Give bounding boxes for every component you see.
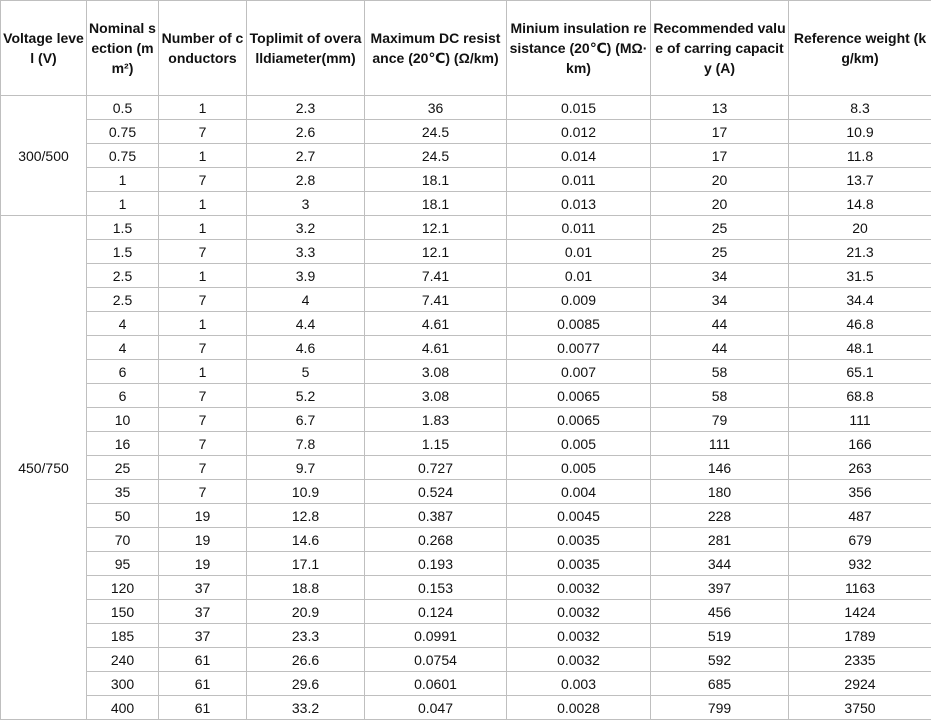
dc-resistance-cell: 4.61 bbox=[365, 312, 507, 336]
voltage-level-cell: 300/500 bbox=[1, 96, 87, 216]
conductors-cell: 37 bbox=[159, 600, 247, 624]
nominal-section-cell: 70 bbox=[87, 528, 159, 552]
nominal-section-cell: 1 bbox=[87, 192, 159, 216]
header-carrying-capacity: Recommended value of carring capacity (A) bbox=[651, 1, 789, 96]
dc-resistance-cell: 0.387 bbox=[365, 504, 507, 528]
nominal-section-cell: 185 bbox=[87, 624, 159, 648]
weight-cell: 10.9 bbox=[789, 120, 931, 144]
insulation-resistance-cell: 0.011 bbox=[507, 216, 651, 240]
diameter-cell: 2.7 bbox=[247, 144, 365, 168]
header-overall-diameter: Toplimit of overalldiameter(mm) bbox=[247, 1, 365, 96]
weight-cell: 1424 bbox=[789, 600, 931, 624]
table-row bbox=[1, 264, 931, 288]
conductors-cell: 7 bbox=[159, 480, 247, 504]
weight-cell: 68.8 bbox=[789, 384, 931, 408]
insulation-resistance-cell: 0.014 bbox=[507, 144, 651, 168]
conductors-cell: 61 bbox=[159, 648, 247, 672]
capacity-cell: 228 bbox=[651, 504, 789, 528]
conductors-cell: 7 bbox=[159, 288, 247, 312]
weight-cell: 679 bbox=[789, 528, 931, 552]
insulation-resistance-cell: 0.003 bbox=[507, 672, 651, 696]
diameter-cell: 33.2 bbox=[247, 696, 365, 720]
conductors-cell: 7 bbox=[159, 408, 247, 432]
table-row bbox=[1, 696, 931, 720]
nominal-section-cell: 4 bbox=[87, 336, 159, 360]
diameter-cell: 14.6 bbox=[247, 528, 365, 552]
diameter-cell: 9.7 bbox=[247, 456, 365, 480]
table-row bbox=[1, 552, 931, 576]
table-row bbox=[1, 384, 931, 408]
nominal-section-cell: 1.5 bbox=[87, 216, 159, 240]
insulation-resistance-cell: 0.007 bbox=[507, 360, 651, 384]
capacity-cell: 17 bbox=[651, 144, 789, 168]
capacity-cell: 44 bbox=[651, 312, 789, 336]
dc-resistance-cell: 0.153 bbox=[365, 576, 507, 600]
voltage-level-cell: 450/750 bbox=[1, 216, 87, 720]
diameter-cell: 2.3 bbox=[247, 96, 365, 120]
nominal-section-cell: 0.75 bbox=[87, 120, 159, 144]
insulation-resistance-cell: 0.009 bbox=[507, 288, 651, 312]
nominal-section-cell: 150 bbox=[87, 600, 159, 624]
insulation-resistance-cell: 0.012 bbox=[507, 120, 651, 144]
capacity-cell: 685 bbox=[651, 672, 789, 696]
insulation-resistance-cell: 0.013 bbox=[507, 192, 651, 216]
nominal-section-cell: 35 bbox=[87, 480, 159, 504]
table-row bbox=[1, 336, 931, 360]
table-row bbox=[1, 192, 931, 216]
diameter-cell: 4.6 bbox=[247, 336, 365, 360]
diameter-cell: 23.3 bbox=[247, 624, 365, 648]
insulation-resistance-cell: 0.0065 bbox=[507, 384, 651, 408]
table-row bbox=[1, 360, 931, 384]
dc-resistance-cell: 0.0601 bbox=[365, 672, 507, 696]
conductors-cell: 7 bbox=[159, 456, 247, 480]
nominal-section-cell: 50 bbox=[87, 504, 159, 528]
table-row bbox=[1, 96, 931, 120]
nominal-section-cell: 240 bbox=[87, 648, 159, 672]
capacity-cell: 79 bbox=[651, 408, 789, 432]
nominal-section-cell: 6 bbox=[87, 384, 159, 408]
weight-cell: 932 bbox=[789, 552, 931, 576]
weight-cell: 48.1 bbox=[789, 336, 931, 360]
weight-cell: 14.8 bbox=[789, 192, 931, 216]
dc-resistance-cell: 0.0754 bbox=[365, 648, 507, 672]
capacity-cell: 17 bbox=[651, 120, 789, 144]
table-row bbox=[1, 288, 931, 312]
conductors-cell: 7 bbox=[159, 120, 247, 144]
diameter-cell: 12.8 bbox=[247, 504, 365, 528]
nominal-section-cell: 2.5 bbox=[87, 288, 159, 312]
diameter-cell: 3.3 bbox=[247, 240, 365, 264]
conductors-cell: 1 bbox=[159, 144, 247, 168]
weight-cell: 13.7 bbox=[789, 168, 931, 192]
table-body bbox=[1, 96, 931, 720]
conductors-cell: 1 bbox=[159, 312, 247, 336]
weight-cell: 487 bbox=[789, 504, 931, 528]
table-row bbox=[1, 216, 931, 240]
header-number-of-conductors: Number of conductors bbox=[159, 1, 247, 96]
dc-resistance-cell: 1.15 bbox=[365, 432, 507, 456]
dc-resistance-cell: 0.727 bbox=[365, 456, 507, 480]
insulation-resistance-cell: 0.01 bbox=[507, 264, 651, 288]
header-max-dc-resistance: Maximum DC resistance (20℃) (Ω/km) bbox=[365, 1, 507, 96]
dc-resistance-cell: 12.1 bbox=[365, 216, 507, 240]
nominal-section-cell: 95 bbox=[87, 552, 159, 576]
table-header bbox=[1, 1, 931, 96]
capacity-cell: 25 bbox=[651, 216, 789, 240]
table-row bbox=[1, 480, 931, 504]
capacity-cell: 456 bbox=[651, 600, 789, 624]
diameter-cell: 26.6 bbox=[247, 648, 365, 672]
nominal-section-cell: 0.75 bbox=[87, 144, 159, 168]
insulation-resistance-cell: 0.005 bbox=[507, 456, 651, 480]
diameter-cell: 2.8 bbox=[247, 168, 365, 192]
conductors-cell: 1 bbox=[159, 96, 247, 120]
diameter-cell: 3 bbox=[247, 192, 365, 216]
dc-resistance-cell: 24.5 bbox=[365, 120, 507, 144]
header-voltage-level: Voltage level (V) bbox=[1, 1, 87, 96]
capacity-cell: 146 bbox=[651, 456, 789, 480]
weight-cell: 21.3 bbox=[789, 240, 931, 264]
nominal-section-cell: 1.5 bbox=[87, 240, 159, 264]
conductors-cell: 1 bbox=[159, 192, 247, 216]
insulation-resistance-cell: 0.0032 bbox=[507, 576, 651, 600]
capacity-cell: 13 bbox=[651, 96, 789, 120]
insulation-resistance-cell: 0.011 bbox=[507, 168, 651, 192]
table-row bbox=[1, 576, 931, 600]
capacity-cell: 592 bbox=[651, 648, 789, 672]
insulation-resistance-cell: 0.0077 bbox=[507, 336, 651, 360]
conductors-cell: 37 bbox=[159, 624, 247, 648]
insulation-resistance-cell: 0.005 bbox=[507, 432, 651, 456]
conductors-cell: 37 bbox=[159, 576, 247, 600]
capacity-cell: 58 bbox=[651, 384, 789, 408]
diameter-cell: 2.6 bbox=[247, 120, 365, 144]
table-row bbox=[1, 144, 931, 168]
header-nominal-section: Nominal section (mm²) bbox=[87, 1, 159, 96]
weight-cell: 65.1 bbox=[789, 360, 931, 384]
insulation-resistance-cell: 0.0085 bbox=[507, 312, 651, 336]
insulation-resistance-cell: 0.0032 bbox=[507, 624, 651, 648]
nominal-section-cell: 400 bbox=[87, 696, 159, 720]
dc-resistance-cell: 4.61 bbox=[365, 336, 507, 360]
nominal-section-cell: 1 bbox=[87, 168, 159, 192]
table-row bbox=[1, 528, 931, 552]
conductors-cell: 7 bbox=[159, 432, 247, 456]
diameter-cell: 17.1 bbox=[247, 552, 365, 576]
capacity-cell: 111 bbox=[651, 432, 789, 456]
nominal-section-cell: 10 bbox=[87, 408, 159, 432]
capacity-cell: 20 bbox=[651, 192, 789, 216]
dc-resistance-cell: 0.524 bbox=[365, 480, 507, 504]
weight-cell: 356 bbox=[789, 480, 931, 504]
conductors-cell: 61 bbox=[159, 696, 247, 720]
diameter-cell: 5.2 bbox=[247, 384, 365, 408]
diameter-cell: 5 bbox=[247, 360, 365, 384]
table-row bbox=[1, 456, 931, 480]
header-reference-weight: Reference weight (kg/km) bbox=[789, 1, 931, 96]
nominal-section-cell: 0.5 bbox=[87, 96, 159, 120]
diameter-cell: 20.9 bbox=[247, 600, 365, 624]
table-row bbox=[1, 624, 931, 648]
dc-resistance-cell: 1.83 bbox=[365, 408, 507, 432]
table-row bbox=[1, 312, 931, 336]
dc-resistance-cell: 36 bbox=[365, 96, 507, 120]
table-row bbox=[1, 600, 931, 624]
weight-cell: 8.3 bbox=[789, 96, 931, 120]
diameter-cell: 7.8 bbox=[247, 432, 365, 456]
nominal-section-cell: 16 bbox=[87, 432, 159, 456]
table-row bbox=[1, 168, 931, 192]
conductors-cell: 19 bbox=[159, 528, 247, 552]
insulation-resistance-cell: 0.0035 bbox=[507, 528, 651, 552]
insulation-resistance-cell: 0.0032 bbox=[507, 600, 651, 624]
dc-resistance-cell: 18.1 bbox=[365, 192, 507, 216]
dc-resistance-cell: 0.124 bbox=[365, 600, 507, 624]
capacity-cell: 397 bbox=[651, 576, 789, 600]
capacity-cell: 799 bbox=[651, 696, 789, 720]
weight-cell: 34.4 bbox=[789, 288, 931, 312]
conductors-cell: 7 bbox=[159, 168, 247, 192]
nominal-section-cell: 2.5 bbox=[87, 264, 159, 288]
nominal-section-cell: 4 bbox=[87, 312, 159, 336]
table-row bbox=[1, 120, 931, 144]
weight-cell: 1163 bbox=[789, 576, 931, 600]
weight-cell: 2335 bbox=[789, 648, 931, 672]
conductors-cell: 1 bbox=[159, 216, 247, 240]
weight-cell: 166 bbox=[789, 432, 931, 456]
weight-cell: 111 bbox=[789, 408, 931, 432]
nominal-section-cell: 300 bbox=[87, 672, 159, 696]
capacity-cell: 44 bbox=[651, 336, 789, 360]
insulation-resistance-cell: 0.015 bbox=[507, 96, 651, 120]
weight-cell: 1789 bbox=[789, 624, 931, 648]
nominal-section-cell: 6 bbox=[87, 360, 159, 384]
diameter-cell: 4.4 bbox=[247, 312, 365, 336]
nominal-section-cell: 25 bbox=[87, 456, 159, 480]
diameter-cell: 10.9 bbox=[247, 480, 365, 504]
capacity-cell: 281 bbox=[651, 528, 789, 552]
dc-resistance-cell: 3.08 bbox=[365, 384, 507, 408]
conductors-cell: 1 bbox=[159, 264, 247, 288]
capacity-cell: 34 bbox=[651, 288, 789, 312]
weight-cell: 3750 bbox=[789, 696, 931, 720]
capacity-cell: 20 bbox=[651, 168, 789, 192]
dc-resistance-cell: 7.41 bbox=[365, 288, 507, 312]
conductors-cell: 61 bbox=[159, 672, 247, 696]
diameter-cell: 3.9 bbox=[247, 264, 365, 288]
dc-resistance-cell: 24.5 bbox=[365, 144, 507, 168]
diameter-cell: 4 bbox=[247, 288, 365, 312]
weight-cell: 2924 bbox=[789, 672, 931, 696]
insulation-resistance-cell: 0.01 bbox=[507, 240, 651, 264]
nominal-section-cell: 120 bbox=[87, 576, 159, 600]
dc-resistance-cell: 0.193 bbox=[365, 552, 507, 576]
table-row bbox=[1, 648, 931, 672]
capacity-cell: 344 bbox=[651, 552, 789, 576]
table-row bbox=[1, 672, 931, 696]
conductors-cell: 1 bbox=[159, 360, 247, 384]
table-row bbox=[1, 408, 931, 432]
conductors-cell: 7 bbox=[159, 384, 247, 408]
header-min-insulation-resistance: Minium insulation resistance (20℃) (MΩ·km) bbox=[507, 1, 651, 96]
table-row bbox=[1, 504, 931, 528]
capacity-cell: 34 bbox=[651, 264, 789, 288]
insulation-resistance-cell: 0.0032 bbox=[507, 648, 651, 672]
capacity-cell: 25 bbox=[651, 240, 789, 264]
weight-cell: 11.8 bbox=[789, 144, 931, 168]
capacity-cell: 519 bbox=[651, 624, 789, 648]
header-row bbox=[1, 1, 931, 96]
conductors-cell: 7 bbox=[159, 336, 247, 360]
weight-cell: 46.8 bbox=[789, 312, 931, 336]
conductors-cell: 19 bbox=[159, 552, 247, 576]
weight-cell: 20 bbox=[789, 216, 931, 240]
dc-resistance-cell: 0.047 bbox=[365, 696, 507, 720]
insulation-resistance-cell: 0.0035 bbox=[507, 552, 651, 576]
capacity-cell: 58 bbox=[651, 360, 789, 384]
diameter-cell: 29.6 bbox=[247, 672, 365, 696]
table-row bbox=[1, 240, 931, 264]
dc-resistance-cell: 0.0991 bbox=[365, 624, 507, 648]
weight-cell: 263 bbox=[789, 456, 931, 480]
table-row bbox=[1, 432, 931, 456]
insulation-resistance-cell: 0.004 bbox=[507, 480, 651, 504]
diameter-cell: 18.8 bbox=[247, 576, 365, 600]
conductors-cell: 7 bbox=[159, 240, 247, 264]
dc-resistance-cell: 18.1 bbox=[365, 168, 507, 192]
dc-resistance-cell: 12.1 bbox=[365, 240, 507, 264]
dc-resistance-cell: 3.08 bbox=[365, 360, 507, 384]
dc-resistance-cell: 7.41 bbox=[365, 264, 507, 288]
capacity-cell: 180 bbox=[651, 480, 789, 504]
diameter-cell: 6.7 bbox=[247, 408, 365, 432]
insulation-resistance-cell: 0.0065 bbox=[507, 408, 651, 432]
diameter-cell: 3.2 bbox=[247, 216, 365, 240]
insulation-resistance-cell: 0.0045 bbox=[507, 504, 651, 528]
insulation-resistance-cell: 0.0028 bbox=[507, 696, 651, 720]
conductors-cell: 19 bbox=[159, 504, 247, 528]
weight-cell: 31.5 bbox=[789, 264, 931, 288]
dc-resistance-cell: 0.268 bbox=[365, 528, 507, 552]
